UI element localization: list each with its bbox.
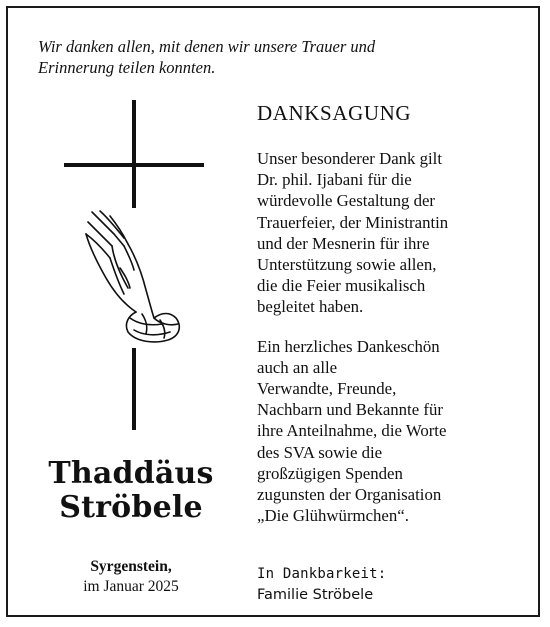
thanks-column	[257, 100, 542, 544]
text-line: die die Feier musikalisch	[257, 276, 426, 296]
text-line: zugunsten der Organisation	[257, 485, 442, 505]
signature: Familie Ströbele	[257, 587, 374, 603]
text-line: des SVA sowie die	[257, 442, 383, 462]
text-line: würdevolle Gestaltung der	[257, 191, 436, 211]
intro-line: Wir danken allen, mit denen wir unsere Trauer und	[38, 37, 376, 56]
location: Syrgenstein,	[90, 558, 172, 575]
text-line: Nachbarn und Bekannte für	[257, 400, 443, 420]
text-line: Unterstützung sowie allen,	[257, 255, 437, 275]
text-line: auch an alle	[257, 357, 338, 377]
intro-text	[38, 36, 498, 78]
praying-hands-icon	[84, 208, 184, 348]
first-name: Thaddäus	[48, 456, 214, 491]
closing	[257, 564, 542, 606]
text-line: ihre Anteilnahme, die Worte	[257, 421, 447, 441]
text-line: großzügigen Spenden	[257, 463, 403, 483]
deceased-name	[36, 457, 226, 525]
place-and-date	[36, 557, 226, 597]
text-line: Dr. phil. Ijabani für die	[257, 170, 412, 190]
paragraph-general-thanks	[257, 336, 542, 527]
text-line: begleitet haben.	[257, 297, 364, 317]
heading: DANKSAGUNG	[257, 101, 412, 125]
text-line: Unser besonderer Dank gilt	[257, 149, 443, 168]
closing-phrase: In Dankbarkeit:	[257, 566, 387, 582]
paragraph-special-thanks	[257, 148, 542, 318]
date: im Januar 2025	[83, 578, 179, 595]
cross-horizontal-bar	[64, 163, 204, 167]
obituary-notice	[6, 6, 540, 617]
intro-line: Erinnerung teilen konnten.	[38, 58, 216, 77]
last-name: Ströbele	[59, 490, 203, 525]
text-line: Ein herzliches Dankeschön	[257, 336, 440, 356]
text-line: Verwandte, Freunde,	[257, 379, 397, 399]
text-line: „Die Glühwürmchen“.	[257, 506, 409, 526]
text-line: Trauerfeier, der Ministrantin	[257, 212, 449, 232]
cross-icon	[64, 100, 204, 430]
text-line: und der Mesnerin für ihre	[257, 233, 430, 253]
